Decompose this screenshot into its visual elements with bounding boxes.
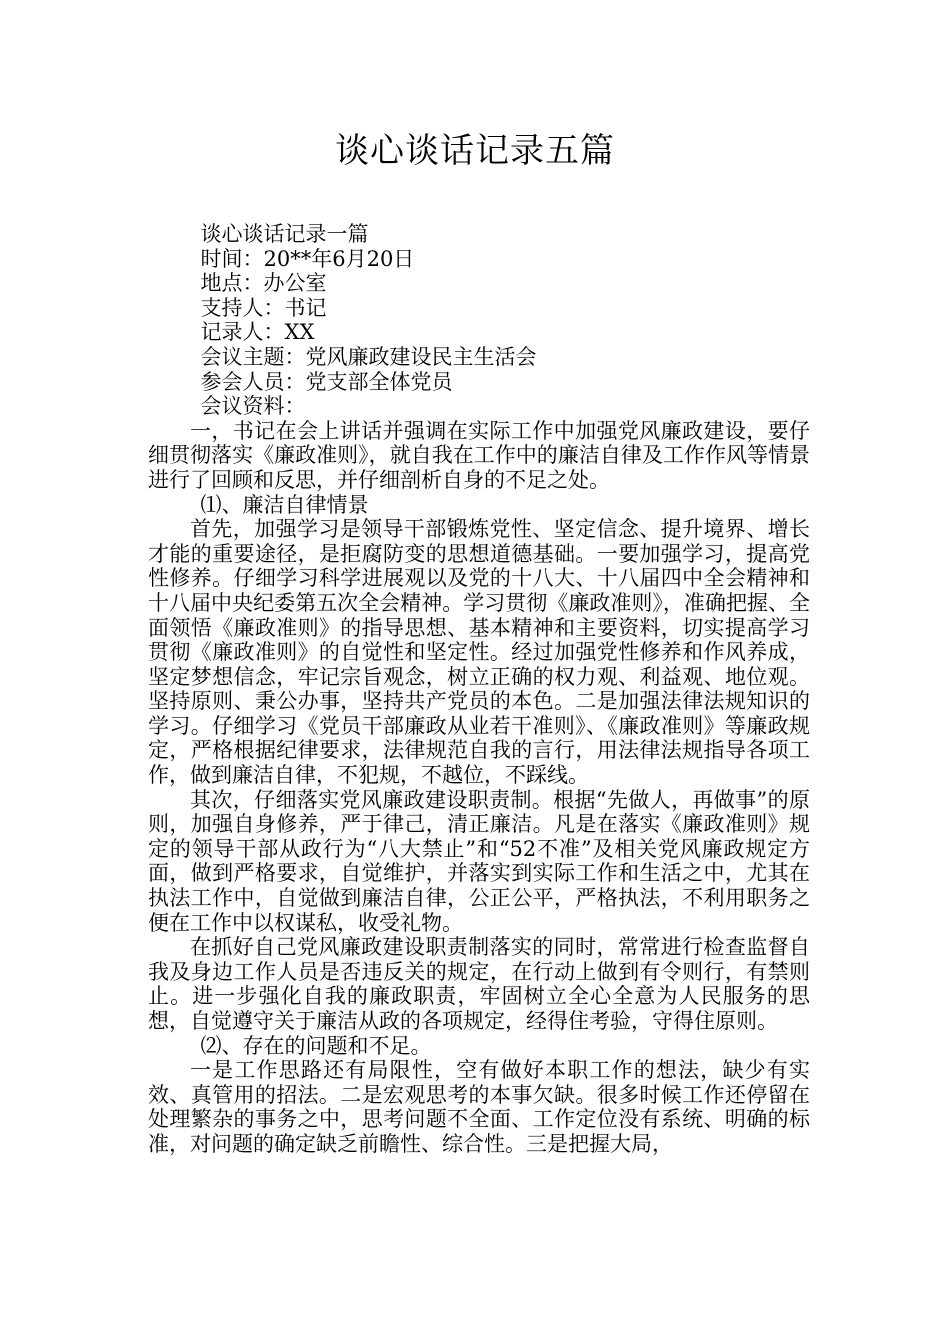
meeting-recorder: 记录人：XX <box>200 320 315 345</box>
body-paragraph: 在抓好自己党风廉政建设职责制落实的同时，常常进行检查监督自我及身边工作人员是否违反关的规定，在行动上做到有令则行，有禁则止。进一步强化自我的廉政职责，牢固树立全心全意为人民服务的思想，自觉遵守关于廉洁从政的各项规定，经得住考验，守得住原则。 <box>148 935 810 1033</box>
document-title: 谈心谈话记录五篇 <box>335 131 615 171</box>
meeting-host: 支持人：书记 <box>200 295 327 320</box>
meeting-time: 时间：20**年6月20日 <box>200 246 415 271</box>
document-body <box>148 222 810 1157</box>
body-paragraph: 一，书记在会上讲话并强调在实际工作中加强党风廉政建设，要仔细贯彻落实《廉政准则》，就自我在工作中的廉洁自律及工作作风等情景进行了回顾和反思，并仔细剖析自身的不足之处。 <box>148 418 810 492</box>
section-heading: 谈心谈话记录一篇 <box>200 222 369 246</box>
meeting-topic: 会议主题：党风廉政建设民主生活会 <box>200 344 537 369</box>
body-paragraph: 其次，仔细落实党风廉政建设职责制。根据“先做人，再做事”的原则，加强自身修养，严于律己，清正廉洁。凡是在落实《廉政准则》规定的领导干部从政行为“八大禁止”和“52不准”及相关党风廉政规定方面，做到严格要求，自觉维护，并落实到实际工作和生活之中，尤其在执法工作中，自觉做到廉洁自律，公正公平，严格执法，不利用职务之便在工作中以权谋私，收受礼物。 <box>148 787 810 935</box>
body-paragraph: 首先，加强学习是领导干部锻炼党性、坚定信念、提升境界、增长才能的重要途径，是拒腐防变的思想道德基础。一要加强学习，提高党性修养。仔细学习科学进展观以及党的十八大、十八届四中全会精神和十八届中央纪委第五次全会精神。学习贯彻《廉政准则》，准确把握、全面领悟《廉政准则》的指导思想、基本精神和主要资料，切实提高学习贯彻《廉政准则》的自觉性和坚定性。经过加强党性修养和作风养成，坚定梦想信念，牢记宗旨观念，树立正确的权力观、利益观、地位观。坚持原则、秉公办事，坚持共产党员的本色。二是加强法律法规知识的学习。仔细学习《党员干部廉政从业若干准则》、《廉政准则》等廉政规定，严格根据纪律要求，法律规范自我的言行，用法律法规指导各项工作，做到廉洁自律，不犯规，不越位，不踩线。 <box>148 517 810 788</box>
meeting-location: 地点：办公室 <box>200 271 327 296</box>
body-paragraph: 一是工作思路还有局限性，空有做好本职工作的想法，缺少有实效、真管用的招法。二是宏观思考的本事欠缺。很多时候工作还停留在处理繁杂的事务之中，思考问题不全面、工作定位没有系统、明确的标准，对问题的确定缺乏前瞻性、综合性。三是把握大局， <box>148 1058 810 1156</box>
subsection-heading: ⑴、廉洁自律情景 <box>200 492 369 517</box>
meeting-attendees: 参会人员：党支部全体党员 <box>200 369 453 394</box>
subsection-heading: ⑵、存在的问题和不足。 <box>200 1033 432 1058</box>
meeting-materials-label: 会议资料： <box>200 394 306 419</box>
